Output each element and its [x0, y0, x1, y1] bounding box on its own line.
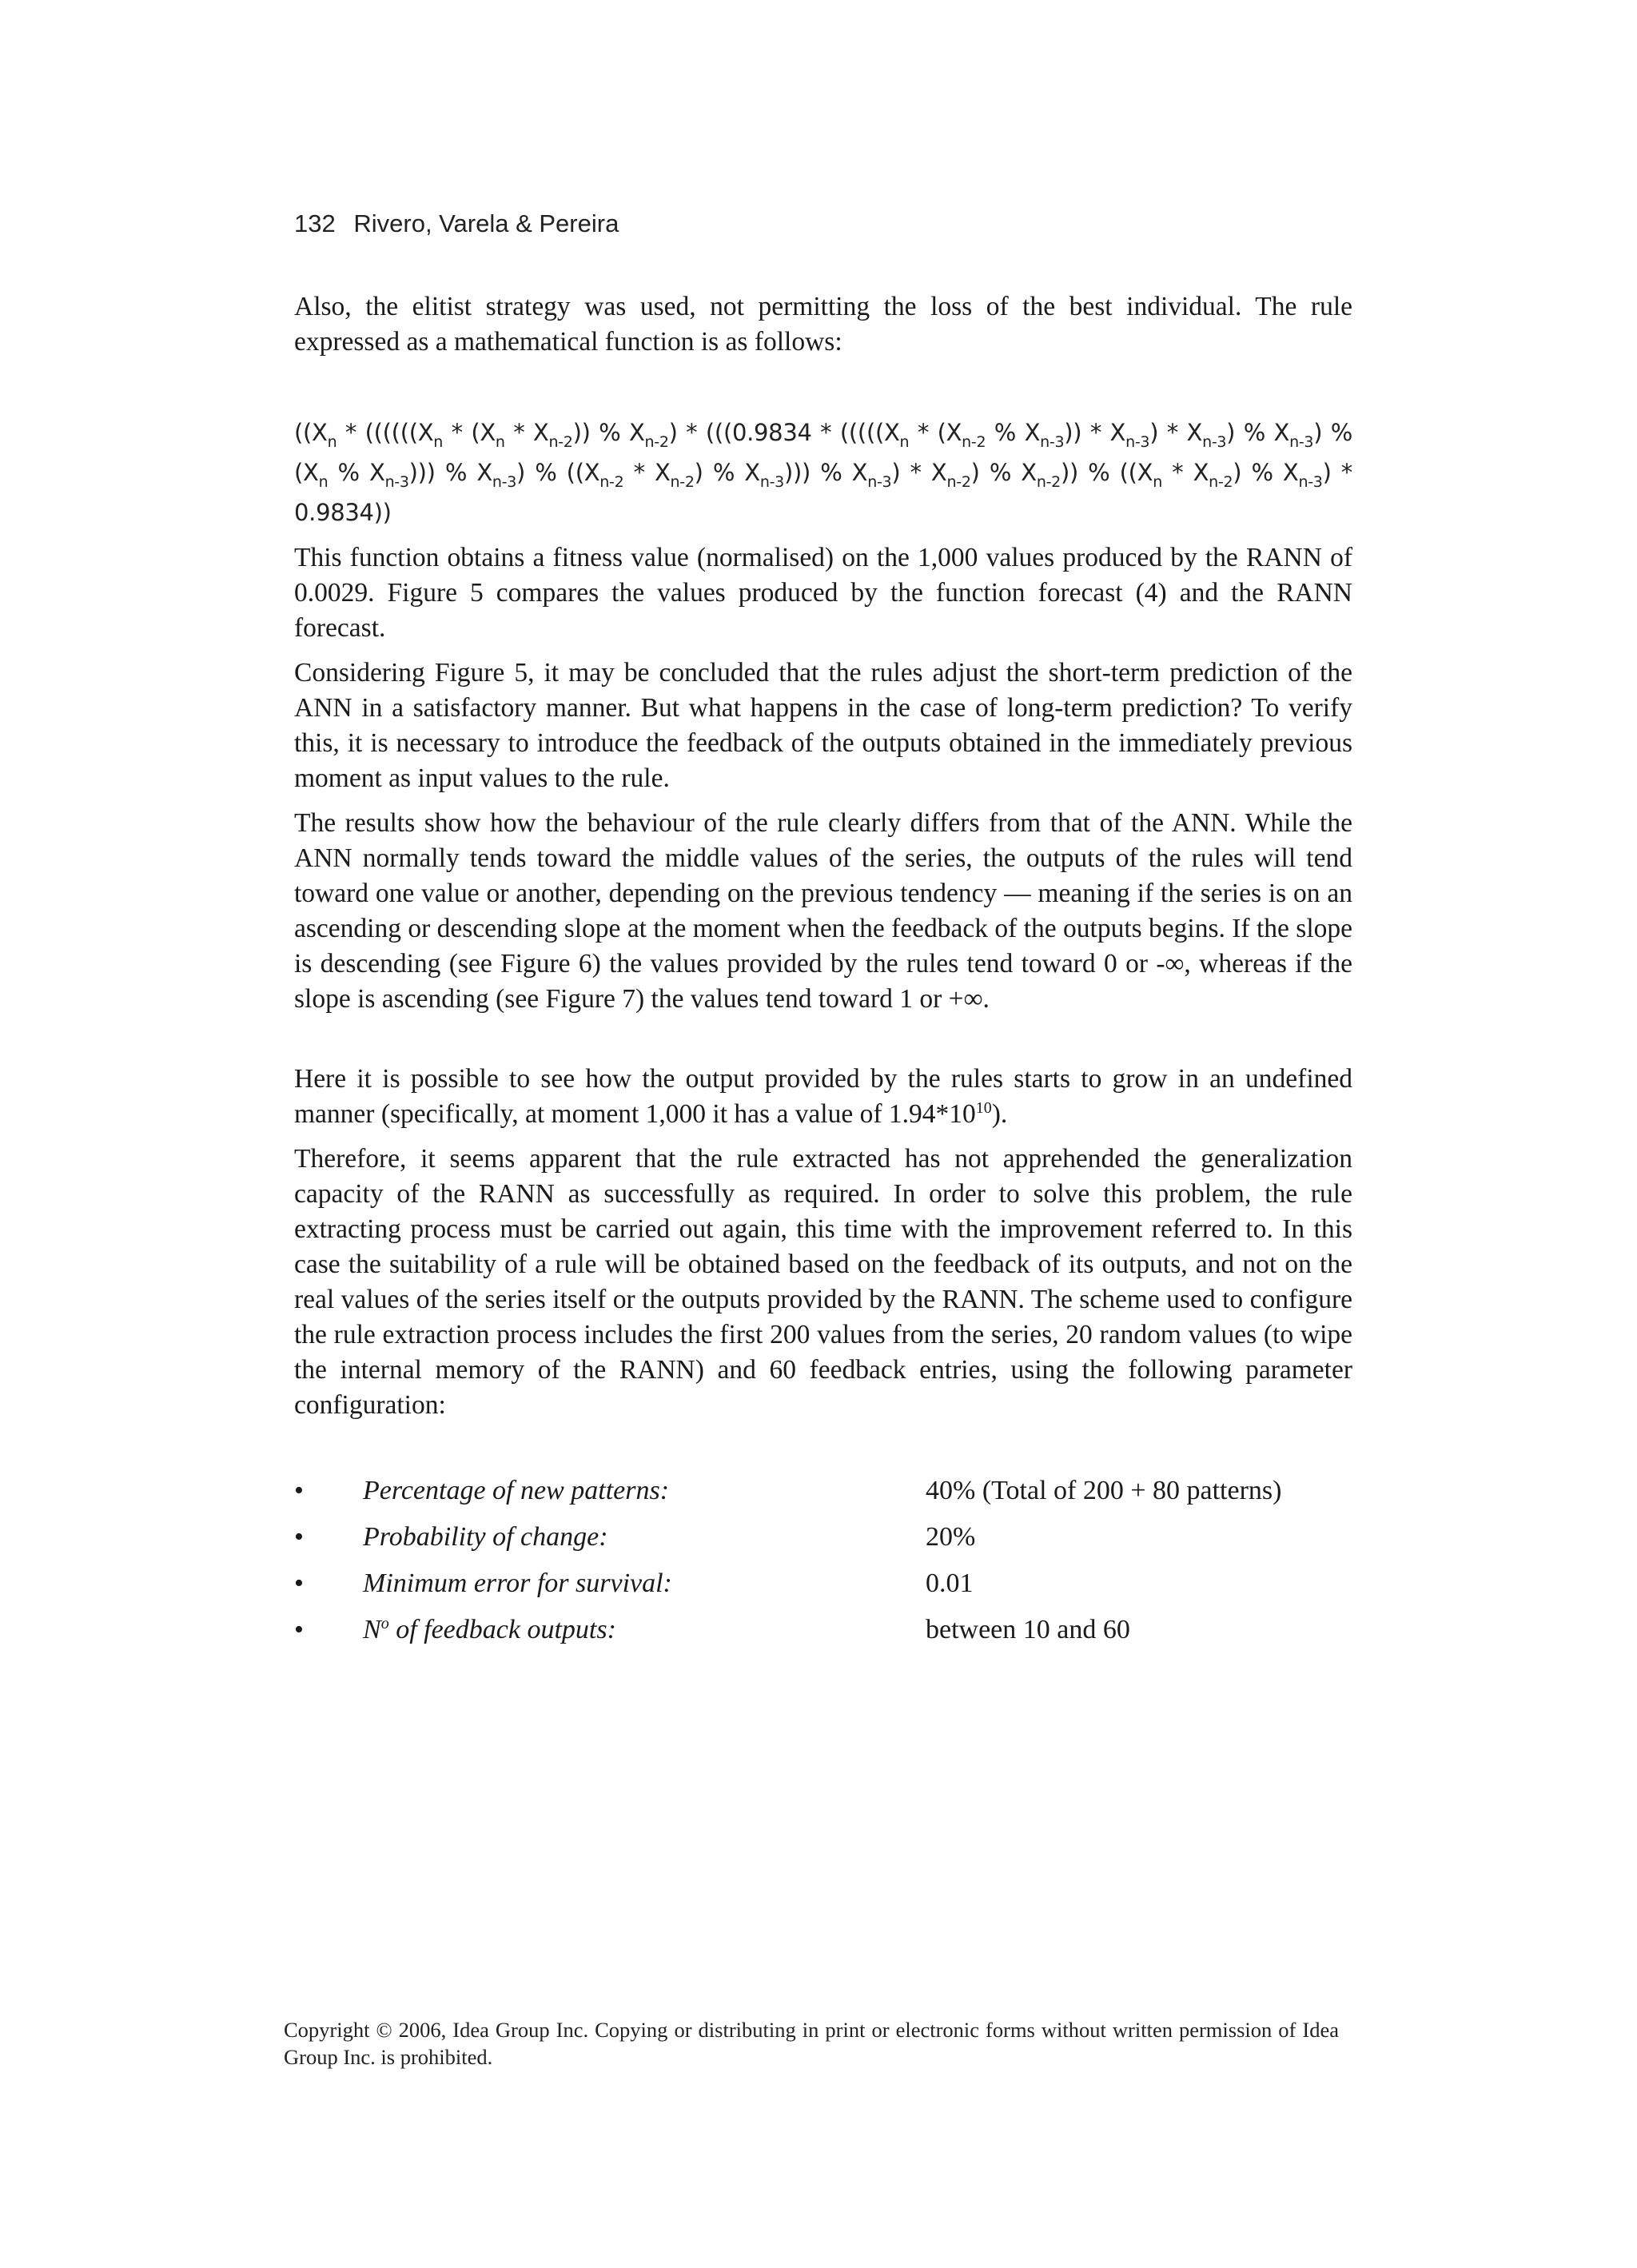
- parameter-name: Percentage of new patterns:: [363, 1476, 670, 1505]
- paragraph-figure5: Considering Figure 5, it may be concluded that the rules adjust the short-term prediction of the ANN in a satisfactory manner. But what happens in the case of long-term prediction? To verify this, it is necessary to introduce the feedback of the outputs obtained in the immediately previous moment as input values to the rule.: [294, 658, 1352, 793]
- list-item: • Minimum error for survival: 0.01: [294, 1568, 974, 1598]
- rule-formula: (($X_n * ((((((X_n * (X_n * X_{n-2}))$ % $X_{n-2}) * (((0.9834 * (((((X_n * (X_{n-2}$ % $X_{n-3})) * X_{n-3}) * X_{n-3}$) % $X_{n-3}$) % ($X_n$ % $X_{n-3}$))) % $X_{n-3}$) % ($(X_{n-2} * X_{n-2})$ % $X_{n-3}$))) % $X_{n-3}) * X_{n-2}$) % $X_{n-2}$)) % ($(X_n * X_{n-2})$ % $X_{n-3}) * 0.9834$)): [294, 419, 1352, 526]
- parameter-value: 20%: [926, 1522, 976, 1552]
- parameter-list: [294, 1476, 1352, 1661]
- running-head: [294, 209, 619, 238]
- list-item: • Probability of change: 20%: [294, 1522, 976, 1552]
- paragraph-fitness: This function obtains a fitness value (normalised) on the 1,000 values produced by the RANN of 0.0029. Figure 5 compares the values produced by the function forecast (4) and the RANN forecast.: [294, 543, 1352, 643]
- parameter-name: Probability of change:: [363, 1522, 608, 1552]
- intro-paragraph: Also, the elitist strategy was used, not permitting the loss of the best individual. The rule expressed as a mathematical function is as follows:: [294, 292, 1352, 357]
- parameter-name: $N^o$ of feedback outputs:: [363, 1615, 616, 1644]
- list-item: • $N^o$ of feedback outputs: between 10 and 60: [294, 1615, 1130, 1644]
- paragraph-conclusion: Therefore, it seems apparent that the rule extracted has not apprehended the generalization capacity of the RANN as successfully as required. In order to solve this problem, the rule extracting process must be carried out again, this time with the improvement referred to. In this case the suitability of a rule will be obtained based on the feedback of its outputs, and not on the real values of the series itself or the outputs provided by the RANN. The scheme used to configure the rule extraction process includes the first 200 values from the series, 20 random values (to wipe the internal memory of the RANN) and 60 feedback entries, using the following parameter configuration:: [294, 1144, 1352, 1420]
- paragraph-growth: Here it is possible to see how the output provided by the rules starts to grow in an undefined manner (specifically, at moment 1,000 it has a value of $1.94*10^{10}$).: [294, 1064, 1352, 1129]
- parameter-name: Minimum error for survival:: [363, 1568, 672, 1598]
- copyright-footer: Copyright © 2006, Idea Group Inc. Copying or distributing in print or electronic forms without written permission of Idea Group Inc. is prohibited.: [284, 2018, 1339, 2069]
- parameter-value: 40% (Total of 200 + 80 patterns): [926, 1476, 1282, 1505]
- parameter-value: 0.01: [926, 1568, 974, 1598]
- page-number: 132: [294, 209, 336, 237]
- paragraph-results: The results show how the behaviour of the rule clearly differs from that of the ANN. While the ANN normally tends toward the middle values of the series, the outputs of the rules will tend toward one value or another, depending on the previous tendency — meaning if the series is on an ascending or descending slope at the moment when the feedback of the outputs begins. If the slope is descending (see Figure 6) the values provided by the rules tend toward 0 or -∞, whereas if the slope is ascending (see Figure 7) the values tend toward 1 or +∞.: [294, 808, 1352, 1014]
- list-item: • Percentage of new patterns: 40% (Total of 200 + 80 patterns): [294, 1476, 1282, 1505]
- parameter-value: between 10 and 60: [926, 1615, 1130, 1644]
- running-head-authors: Rivero, Varela & Pereira: [353, 209, 619, 237]
